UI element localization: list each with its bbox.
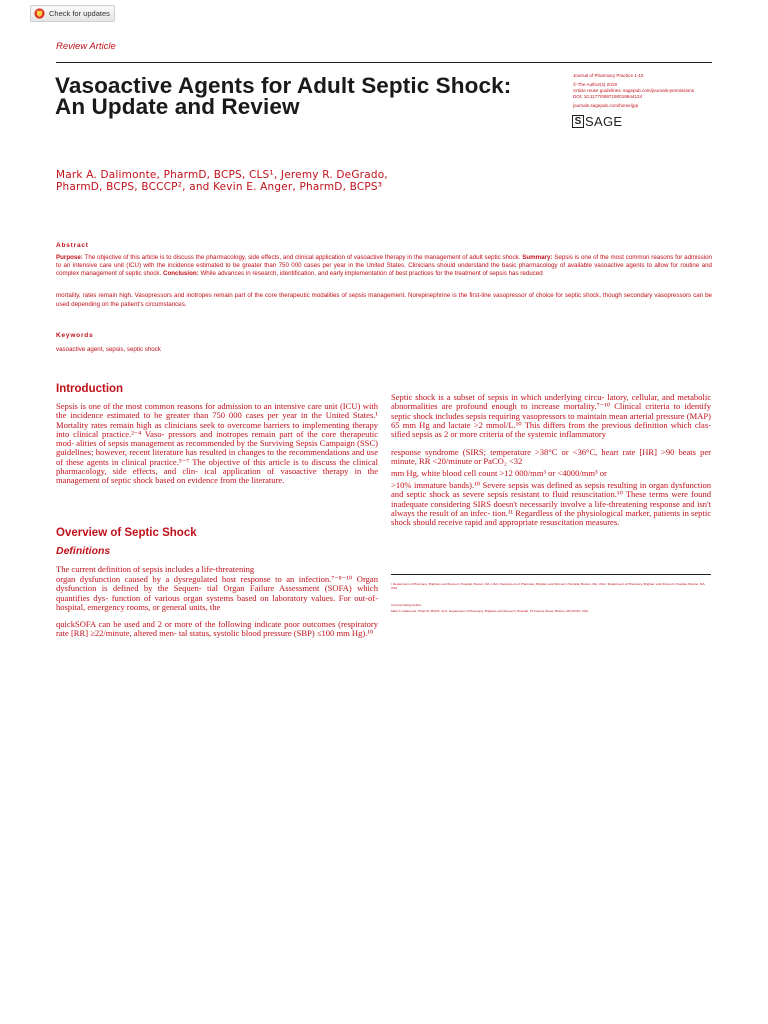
purpose-label: Purpose:	[56, 254, 83, 261]
header-rule	[56, 62, 712, 63]
copyright-notice: © The Author(s) 2019	[573, 82, 617, 87]
purpose-text: The objective of this article is to discuss the pharmacology, side effects, and clinical application of vasoactive therapy in the management of adult septic shock.	[82, 254, 521, 261]
article-type-label: Review Article	[56, 41, 116, 52]
keywords-list: vasoactive agent, sepsis, septic shock	[56, 346, 161, 353]
affiliations-footnote: ¹ Department of Pharmacy, Brigham and Women's Hospital, Boston, MA, USA ² Department of Pharmacy, Brigham and Women's Hospital, Boston, MA, USA ³ Department of Pharmacy, Brigham and Women's Hospital, Boston, MA, USA	[391, 582, 706, 591]
conclusion-label: Conclusion:	[161, 269, 199, 277]
definitions-subheading: Definitions	[56, 545, 111, 557]
reuse-guidelines-link[interactable]: Article reuse guidelines: sagepub.com/journals-permissions	[573, 88, 695, 93]
sirs-criteria-line: response syndrome (SIRS; temperature >38°C or <36°C, heart rate [HR] >90 beats per minute, RR <20/minute or PaCO₂ <32	[391, 447, 711, 467]
footnote-rule	[391, 574, 711, 575]
sage-icon: S	[572, 115, 584, 128]
definitions-paragraph-end: quickSOFA can be used and 2 or more of the following indicate poor outcomes (respiratory rate [RR] ≥22/minute, altered men- tal status, systolic blood pressure (SBP) ≤100 mm Hg).¹⁰	[56, 619, 378, 639]
conclusion-text: While advances in research, identification, and early implementation of best practices for the treatment of sepsis has reduced	[198, 269, 543, 277]
check-for-updates-badge[interactable]	[30, 5, 115, 22]
overview-heading: Overview of Septic Shock	[56, 527, 197, 539]
introduction-heading: Introduction	[56, 383, 124, 395]
septic-shock-paragraph: Septic shock is a subset of sepsis in which underlying circu- latory, cellular, and metabolic abnormalities are profound enough to increase mortality.⁷⁻¹⁰ Clinical criteria to identify septic shock includes sepsis requiring vasopressors to maintain mean arterial pressure (MAP) 65 mm Hg and lactate >2 mmol/L.¹⁰ This differs from the previous definition which clas- sified sepsis as 2 or more criteria of the systemic inflammatory	[391, 392, 711, 439]
abstract-body	[56, 254, 712, 277]
definitions-paragraph-lead: The current definition of sepsis includes a life-threatening	[56, 564, 255, 574]
authors-line-2: PharmD, BCPS, BCCCP², and Kevin E. Anger, PharmD, BCPS³	[56, 180, 383, 193]
journal-name: Journal of Pharmacy Practice 1-10	[573, 73, 644, 78]
footnotes	[391, 582, 711, 614]
introduction-paragraph: Sepsis is one of the most common reasons for admission to an intensive care unit (ICU) with the incidence estimated to be greater than 750 000 cases per year in the United States.¹ Mortality rates remain high as clinicians seek to overcome barriers to implementing therapy into clinical practice.²⁻⁴ Vaso- pressors and inotropes remain part of the core therapeutic mod- alities of sepsis management as recommended by the Surviving Sepsis Campaign (SSC) guidelines; however, recent literature has resulted in changes to the recommendations and use of these agents in clinical practice.⁵⁻⁷ The objective of this article is to discuss the clinical pharmacology, side effects, and clin- ical application of vasoactive therapy in the management of septic shock based on evidence from the literature.	[56, 401, 378, 485]
definitions-paragraph: organ dysfunction caused by a dysregulated host response to an infection.⁷⁻⁸⁻¹⁰ Organ dysfunction is defined by the Sequen- tial Organ Failure Assessment (SOFA) which quantifies dys- function of various organ systems based on laboratory values. For out-of-hospital, emergency rooms, or general units, the	[56, 574, 378, 612]
doi-link[interactable]: DOI: 10.1177/0897190019844124	[573, 94, 643, 99]
check-for-updates-label: Check for updates	[49, 9, 110, 18]
journal-home-link[interactable]: journals.sagepub.com/home/jpp	[573, 103, 639, 108]
severe-sepsis-paragraph: >10% immature bands).¹⁰ Severe sepsis was defined as sepsis resulting in organ dysfunction and septic shock as severe sepsis resistant to fluid resuscitation.¹⁰ These terms were found inadequate considering SIRS doesn't necessarily involve a life-threatening response and isn't always the result of an infec- tion.¹¹ Regardless of the physiological marker, patients in septic shock should receive rapid and appropriate resuscitation measures.	[391, 480, 711, 527]
title-line-1: Vasoactive Agents for Adult Septic Shock:	[55, 73, 512, 98]
publisher-logo	[572, 114, 622, 129]
publisher-name: SAGE	[585, 114, 623, 129]
title-line-2: An Update and Review	[55, 94, 300, 119]
keywords-heading: Keywords	[56, 332, 94, 339]
publication-meta	[573, 73, 723, 109]
summary-text: Sepsis is one of the most common reasons for admission to an intensive care unit (ICU) with the incidence estimated to be greater than 750 000 cases per year in the United States. Clinicians should understand the basic pharmacology of available vasoactive agents to allow for routine and complex management of septic shock.	[56, 254, 712, 277]
authors-line-1: Mark A. Dalimonte, PharmD, BCPS, CLS¹, Jeremy R. DeGrado,	[56, 169, 388, 181]
sirs-criteria-line-2: mm Hg, white blood cell count >12 000/mm³ or <4000/mm³ or	[391, 468, 607, 478]
summary-label: Summary:	[520, 254, 553, 261]
abstract-continued: mortality, rates remain high. Vasopressors and inotropes remain part of the core therapeutic modalities of sepsis management. Norepinephrine is the first-line vasopressor of choice for septic shock, though secondary vasopressors can be used depending on the patient's circumstances.	[56, 292, 712, 308]
abstract-heading: Abstract	[56, 242, 89, 249]
author-list	[56, 170, 388, 193]
article-title	[55, 75, 545, 117]
check-for-updates-icon	[34, 8, 45, 19]
corresponding-author-text: Mark A. Dalimonte, PharmD, BCPS, CLS, Department of Pharmacy, Brigham and Women's Hospital, 75 Francis Street, Boston, MA 02115, USA.	[391, 609, 589, 614]
corresponding-author-label: Corresponding Author:	[391, 602, 422, 607]
